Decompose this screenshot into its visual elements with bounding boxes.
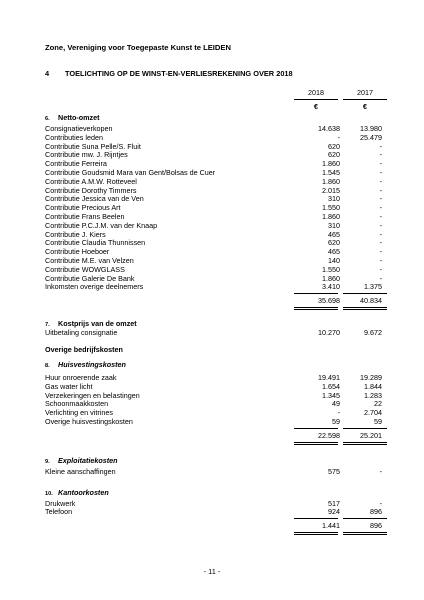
value-2017: -: [379, 150, 382, 160]
value-2018: 1.860: [322, 176, 340, 186]
value-2017: -: [379, 185, 382, 195]
value-2018: 19.491: [318, 372, 340, 382]
total-2017: 40.834: [360, 296, 382, 306]
value-2018: 14.638: [318, 124, 340, 133]
double-rule-2017: [343, 442, 387, 445]
value-2017: 1.375: [364, 282, 382, 292]
value-2017: 1.283: [364, 390, 382, 400]
row-label: Verlichting en vitrines: [45, 408, 113, 418]
value-2018: 620: [328, 150, 340, 160]
row-label: Contributie Galerie De Bank: [45, 273, 135, 283]
total-2017: 896: [370, 521, 382, 531]
section-header-netto_omzet: [45, 112, 385, 123]
table-row: [45, 508, 385, 517]
section-number: 7.: [45, 322, 50, 329]
section-title: Huisvestingskosten: [58, 359, 126, 369]
total-2017: 25.201: [360, 430, 382, 440]
row-label: Schoonmaakkosten: [45, 399, 109, 409]
value-2017: -: [379, 264, 382, 274]
section-title: Kantoorkosten: [58, 487, 109, 497]
total-row: [45, 520, 385, 531]
value-2017: -: [379, 220, 382, 230]
value-2017: -: [379, 466, 382, 476]
table-row: [45, 283, 385, 292]
rule-2017: [343, 293, 387, 294]
double-rule-2018: [294, 532, 338, 535]
value-2018: 1.345: [322, 390, 340, 400]
row-label: Contributie Dorothy Timmers: [45, 185, 137, 195]
double-rule: [45, 531, 385, 535]
section-number: 9.: [45, 458, 50, 465]
value-2018: 59: [332, 416, 340, 426]
row-label: Verzekeringen en belastingen: [45, 390, 140, 400]
column-headers: [45, 88, 385, 111]
value-2018: 140: [328, 255, 340, 265]
section-title: Kostprijs van de omzet: [58, 319, 137, 329]
value-2018: 2.015: [322, 185, 340, 195]
value-2018: 49: [332, 399, 340, 409]
row-label: Contributie A.M.W. Rotteveel: [45, 176, 137, 186]
value-2018: -: [337, 132, 340, 142]
section-title: TOELICHTING OP DE WINST-EN-VERLIESREKENING OVER 2018: [65, 69, 293, 78]
overige-bedrijfskosten-title: Overige bedrijfskosten: [45, 344, 123, 354]
section-title: Netto-omzet: [58, 113, 100, 122]
value-2018: 620: [328, 141, 340, 151]
value-2017: 896: [370, 507, 382, 517]
value-2017: 9.672: [364, 328, 382, 338]
organization-title: Zone, Vereniging voor Toegepaste Kunst te LEIDEN: [45, 43, 231, 52]
total-2018: 22.598: [318, 430, 340, 440]
value-2017: -: [379, 141, 382, 151]
currency-2017: €: [363, 102, 367, 111]
row-label: Huur onroerende zaak: [45, 372, 117, 382]
double-rule-2018: [294, 307, 338, 310]
section-header-kantoor: [45, 487, 385, 498]
value-2017: -: [379, 247, 382, 257]
section-number: 8.: [45, 362, 50, 369]
row-label: Consignatieverkopen: [45, 124, 113, 133]
row-label: Contributie Ferreira: [45, 159, 107, 169]
value-2017: 2.704: [364, 408, 382, 418]
double-rule: [45, 306, 385, 310]
value-2017: -: [379, 273, 382, 283]
value-2017: 19.289: [360, 372, 382, 382]
value-2018: 1.860: [322, 211, 340, 221]
row-label: Drukwerk: [45, 498, 76, 508]
table-row: [45, 418, 385, 427]
row-label: Contributie mw. J. Rijntjes: [45, 150, 128, 160]
value-2018: 517: [328, 498, 340, 508]
double-rule: [45, 441, 385, 445]
value-2018: 310: [328, 220, 340, 230]
year-2017-header: 2017: [343, 88, 387, 100]
value-2018: 1.550: [322, 264, 340, 274]
double-rule-2018: [294, 442, 338, 445]
row-label: Contributie Claudia Thunnissen: [45, 238, 146, 248]
total-2018: 35.698: [318, 296, 340, 306]
row-label: Contributie J. Kiers: [45, 229, 106, 239]
double-rule-2017: [343, 307, 387, 310]
value-2018: 1.860: [322, 273, 340, 283]
row-label: Contributie WOWGLASS: [45, 264, 125, 274]
value-2018: 575: [328, 466, 340, 476]
value-2018: 620: [328, 238, 340, 248]
value-2018: 3.410: [322, 282, 340, 292]
value-2017: 13.980: [360, 124, 382, 133]
total-row: [45, 295, 385, 306]
value-2018: 465: [328, 229, 340, 239]
value-2018: 1.860: [322, 159, 340, 169]
value-2018: 465: [328, 247, 340, 257]
value-2017: 59: [374, 416, 382, 426]
row-label: Contributie Precious Art: [45, 203, 121, 213]
value-2018: 1.654: [322, 381, 340, 391]
value-2018: 310: [328, 194, 340, 204]
value-2017: -: [379, 238, 382, 248]
rule-2018: [294, 428, 338, 429]
rule-2017: [343, 518, 387, 519]
rule-2018: [294, 518, 338, 519]
section-header-huisvesting: [45, 359, 385, 370]
value-2017: -: [379, 203, 382, 213]
row-label: Kleine aanschaffingen: [45, 466, 116, 476]
row-label: Contributie Jessica van de Ven: [45, 194, 144, 204]
row-label: Uitbetaling consignatie: [45, 328, 118, 338]
rule-2018: [294, 293, 338, 294]
value-2017: 22: [374, 399, 382, 409]
value-2017: -: [379, 211, 382, 221]
value-2017: -: [379, 159, 382, 169]
pl-notes-table: [45, 88, 385, 535]
value-2017: -: [379, 194, 382, 204]
row-label: Contributie Frans Beelen: [45, 211, 125, 221]
year-2018-header: 2018: [294, 88, 338, 100]
row-label: Contributie M.E. van Velzen: [45, 255, 134, 265]
value-2017: -: [379, 176, 382, 186]
total-row: [45, 430, 385, 441]
section-header-exploitatie: [45, 455, 385, 466]
row-label: Telefoon: [45, 507, 73, 517]
table-row: [45, 329, 385, 338]
row-label: Overige huisvestingskosten: [45, 416, 133, 426]
page-number: - 11 -: [203, 567, 221, 576]
value-2017: -: [379, 229, 382, 239]
row-label: Contributie Hoeboer: [45, 247, 110, 257]
section-number: 10.: [45, 490, 53, 497]
value-2018: 1.545: [322, 167, 340, 177]
row-label: Gas water licht: [45, 381, 93, 391]
row-label: Contributies leden: [45, 132, 103, 142]
currency-2018: €: [314, 102, 318, 111]
value-2017: 1.844: [364, 381, 382, 391]
value-2018: 924: [328, 507, 340, 517]
row-label: Inkomsten overige deelnemers: [45, 282, 144, 292]
section-number: 6.: [45, 116, 50, 122]
table-row: [45, 468, 385, 477]
value-2017: -: [379, 255, 382, 265]
value-2018: 10.270: [318, 328, 340, 338]
double-rule-2017: [343, 532, 387, 535]
row-label: Contributie Suna Pelle/S. Fluit: [45, 141, 141, 151]
value-2017: 25.479: [360, 132, 382, 142]
total-2018: 1.441: [322, 521, 340, 531]
value-2017: -: [379, 167, 382, 177]
section-number: 4: [45, 69, 50, 78]
section-title: Exploitatiekosten: [58, 455, 118, 465]
rule-2017: [343, 428, 387, 429]
value-2017: -: [379, 498, 382, 508]
value-2018: -: [337, 408, 340, 418]
row-label: Contributie P.C.J.M. van der Knaap: [45, 220, 158, 230]
section-heading: [45, 69, 293, 78]
value-2018: 1.550: [322, 203, 340, 213]
row-label: Contributie Goudsmid Mara van Gent/Bolsas de Cuer: [45, 167, 216, 177]
